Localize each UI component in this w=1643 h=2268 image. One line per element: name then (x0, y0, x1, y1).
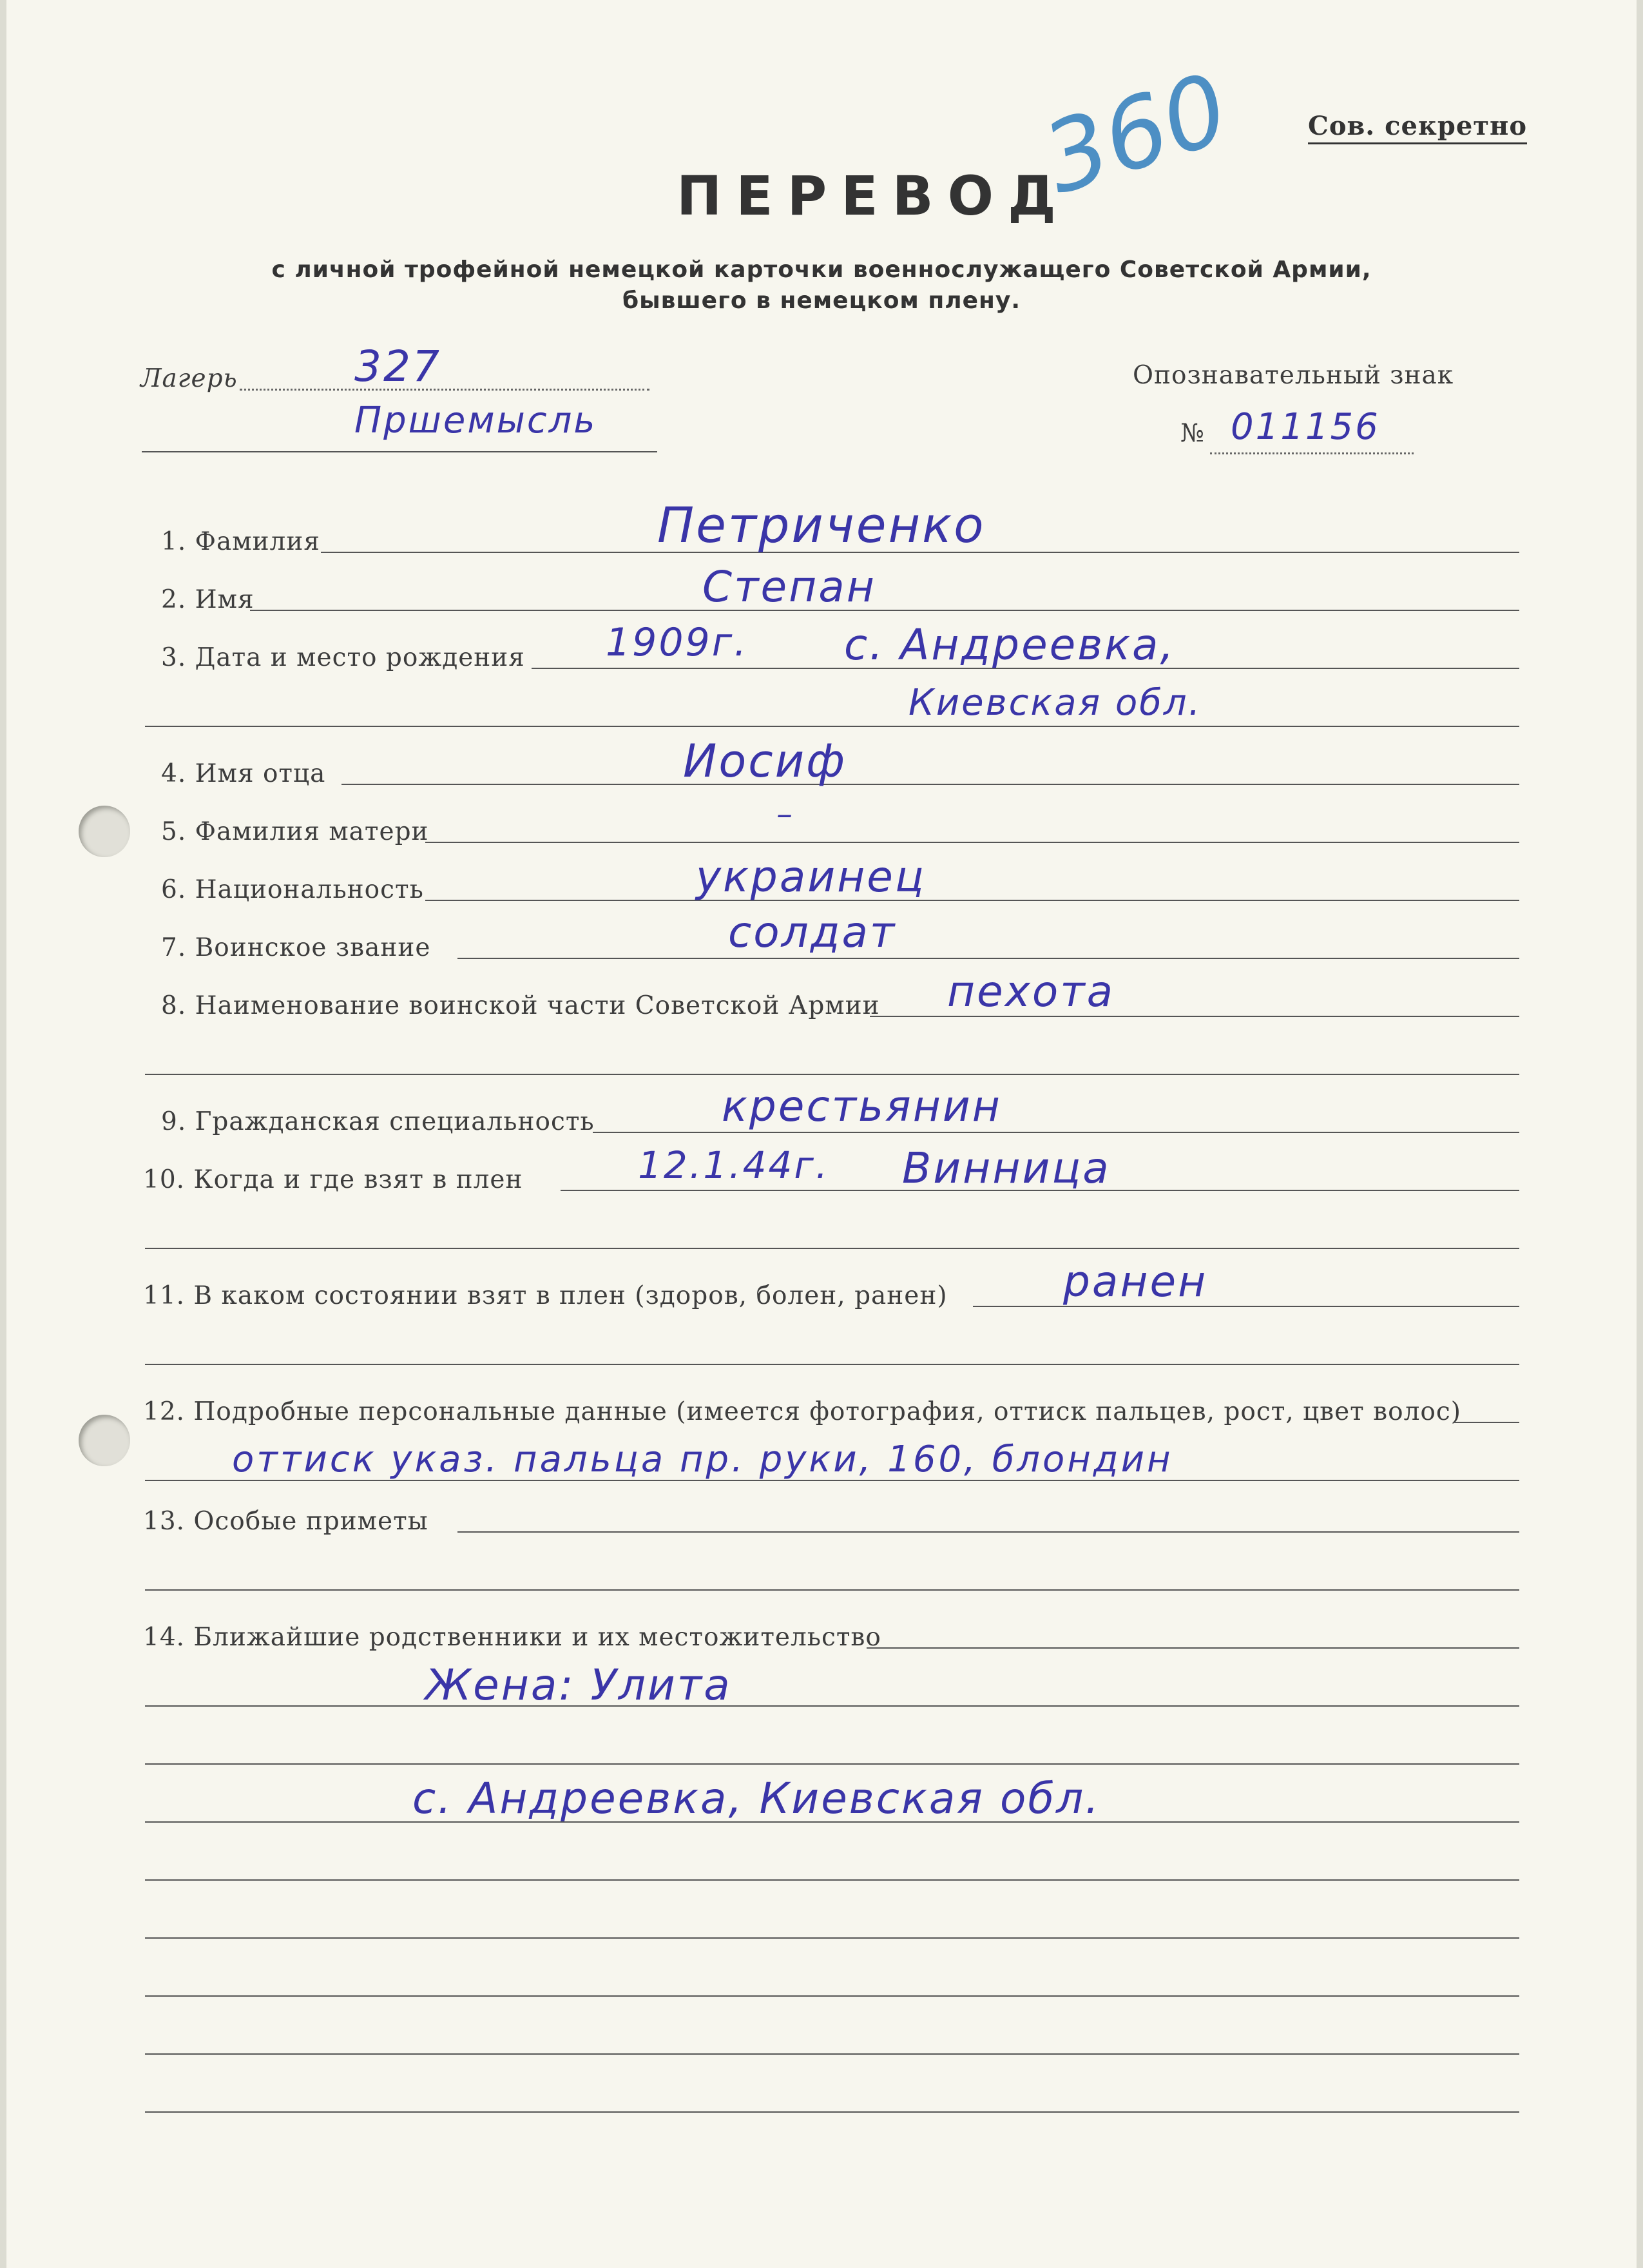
birth-place: с. Андреевка, (844, 620, 1176, 670)
camp-number: 327 (354, 342, 441, 391)
father-name-value: Иосиф (683, 735, 847, 788)
relatives-line-1: Жена: Улита (425, 1660, 732, 1710)
camp-location: Пршемысль (354, 400, 597, 441)
camp-label: Лагерь (140, 364, 238, 393)
rank-label: 7. Воинское звание (161, 933, 431, 962)
civil-profession-label: 9. Гражданская специальность (161, 1107, 595, 1136)
capture-place: Винница (902, 1143, 1111, 1193)
personal-data-label: 12. Подробные персональные данные (имеется фотография, оттиск пальцев, рост, цвет волос) (143, 1397, 1461, 1426)
unit-value: пехота (947, 967, 1115, 1016)
civil-profession-value: крестьянин (722, 1081, 1002, 1131)
punch-hole-icon (79, 806, 130, 857)
first-name-value: Степан (702, 562, 876, 612)
rank-value: солдат (728, 907, 897, 957)
nationality-value: украинец (696, 852, 926, 902)
secrecy-stamp: Сов. секретно (1308, 111, 1527, 144)
mother-surname-label: 5. Фамилия матери (161, 817, 429, 846)
father-name-label: 4. Имя отца (161, 759, 326, 788)
personal-data-value: оттиск указ. пальца пр. руки, 160, блондин (232, 1439, 1173, 1480)
document-subtitle-2: бывшего в немецком плену. (622, 287, 1021, 314)
nationality-label: 6. Национальность (161, 875, 424, 904)
capture-label: 10. Когда и где взят в плен (143, 1165, 523, 1194)
punch-hole-icon (79, 1415, 130, 1466)
first-name-label: 2. Имя (161, 585, 255, 614)
birth-label: 3. Дата и место рождения (161, 643, 525, 672)
capture-condition-label: 11. В каком состоянии взят в плен (здоров, болен, ранен) (143, 1281, 948, 1310)
birth-region: Киевская обл. (908, 682, 1202, 724)
archive-number: 360 (1031, 52, 1242, 217)
capture-condition-value: ранен (1063, 1257, 1208, 1306)
birth-year: 1909г. (606, 620, 749, 665)
document-subtitle-1: с личной трофейной немецкой карточки военнослужащего Советской Армии, (271, 257, 1372, 283)
id-tag-prefix: № (1180, 419, 1205, 448)
surname-value: Петриченко (657, 496, 986, 554)
id-tag-number: 011156 (1231, 406, 1380, 448)
unit-label: 8. Наименование воинской части Советской Армии (161, 991, 880, 1020)
capture-date: 12.1.44г. (638, 1143, 830, 1187)
surname-label: 1. Фамилия (161, 527, 320, 556)
document-page (6, 0, 1637, 2268)
mother-surname-value: – (776, 795, 794, 833)
special-marks-label: 13. Особые приметы (143, 1507, 428, 1536)
document-title: ПЕРЕВОД (677, 164, 1070, 228)
relatives-label: 14. Ближайшие родственники и их местожительство (143, 1623, 881, 1652)
id-tag-label: Опознавательный знак (1133, 361, 1454, 390)
relatives-line-2: с. Андреевка, Киевская обл. (412, 1774, 1101, 1823)
